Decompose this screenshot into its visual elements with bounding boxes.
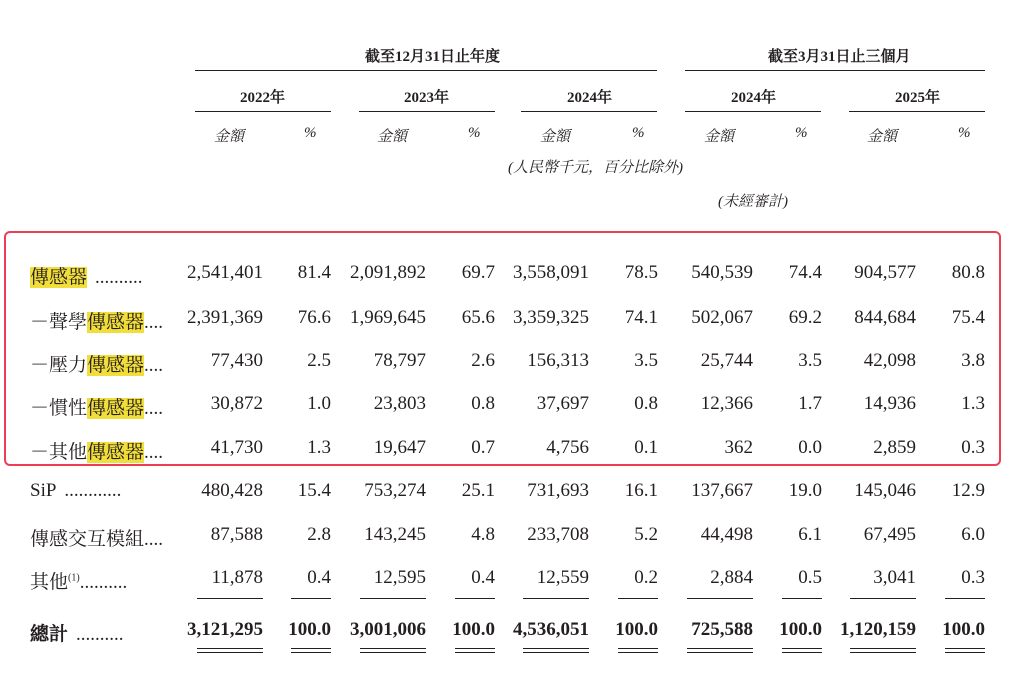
total-rule-2022-pct: [291, 648, 331, 653]
total-rule-2022-amount: [197, 648, 263, 653]
cell-r3-2023-amount: 23,803: [373, 393, 426, 414]
row-label-sip: SiP ............: [30, 480, 122, 501]
cell-r1-2024-amount: 3,359,325: [513, 307, 589, 328]
cell-r0-2024q1-amount: 540,539: [691, 262, 753, 283]
cell-r5-2024q1-pct: 19.0: [788, 480, 822, 501]
cell-r2-2024-pct: 3.5: [634, 350, 658, 371]
year-header-2025-q1: 2025年: [895, 90, 941, 106]
cell-r3-2023-pct: 0.8: [471, 393, 495, 414]
cell-r4-2023-pct: 0.7: [471, 437, 495, 458]
cell-r0-2023-amount: 2,091,892: [350, 262, 426, 283]
cell-r0-2024q1-pct: 74.4: [788, 262, 822, 283]
cell-r5-2025q1-pct: 12.9: [951, 480, 985, 501]
year-rule-2024: [521, 111, 657, 112]
cell-r0-2025q1-amount: 904,577: [854, 262, 916, 283]
year-header-2024-q1: 2024年: [731, 90, 777, 106]
subtotal-rule-2024-amount: [523, 598, 589, 599]
year-rule-2024-q1: [685, 111, 821, 112]
cell-r6-2024q1-pct: 6.1: [798, 524, 822, 545]
header-group-three-months: 截至3月31日止三個月: [768, 49, 911, 65]
cell-r3-2025q1-amount: 14,936: [863, 393, 916, 414]
cell-r2-2023-amount: 78,797: [373, 350, 426, 371]
cell-r7-2024-pct: 0.2: [634, 567, 658, 588]
cell-r0-2024-amount: 3,558,091: [513, 262, 589, 283]
cell-r1-2023-amount: 1,969,645: [350, 307, 426, 328]
cell-r1-2024q1-pct: 69.2: [788, 307, 822, 328]
cell-r8-2025q1-amount: 1,120,159: [840, 619, 916, 640]
cell-r2-2023-pct: 2.6: [471, 350, 495, 371]
row-label-acoustic-sensors: －聲學傳感器....: [30, 312, 164, 333]
cell-r7-2024q1-amount: 2,884: [710, 567, 753, 588]
amount-header-2024-q1: 金額: [704, 129, 735, 145]
cell-r8-2023-amount: 3,001,006: [350, 619, 426, 640]
total-rule-2024q1-amount: [687, 648, 753, 653]
cell-r3-2024q1-amount: 12,366: [700, 393, 753, 414]
unaudited-note: (未經審計): [718, 194, 788, 210]
cell-r5-2022-amount: 480,428: [201, 480, 263, 501]
cell-r3-2024q1-pct: 1.7: [798, 393, 822, 414]
cell-r8-2025q1-pct: 100.0: [942, 619, 985, 640]
total-rule-2025q1-pct: [945, 648, 985, 653]
amount-header-2022: 金額: [214, 129, 245, 145]
cell-r7-2023-pct: 0.4: [471, 567, 495, 588]
pct-header-2024: %: [632, 125, 645, 141]
cell-r2-2024q1-pct: 3.5: [798, 350, 822, 371]
cell-r5-2023-amount: 753,274: [364, 480, 426, 501]
cell-r5-2024q1-amount: 137,667: [691, 480, 753, 501]
row-label-others: 其他$^{(1)}$..........: [30, 572, 128, 593]
cell-r6-2024-pct: 5.2: [634, 524, 658, 545]
cell-r8-2024q1-pct: 100.0: [779, 619, 822, 640]
cell-r2-2025q1-pct: 3.8: [961, 350, 985, 371]
cell-r4-2023-amount: 19,647: [373, 437, 426, 458]
cell-r4-2022-amount: 41,730: [210, 437, 263, 458]
cell-r6-2024q1-amount: 44,498: [700, 524, 753, 545]
cell-r1-2025q1-amount: 844,684: [854, 307, 916, 328]
cell-r0-2023-pct: 69.7: [461, 262, 495, 283]
cell-r4-2025q1-amount: 2,859: [873, 437, 916, 458]
amount-header-2024: 金額: [540, 129, 571, 145]
cell-r0-2022-pct: 81.4: [297, 262, 331, 283]
total-rule-2024-amount: [523, 648, 589, 653]
subtotal-rule-2025q1-amount: [850, 598, 916, 599]
sensor-highlight-box: [4, 231, 1001, 466]
amount-header-2023: 金額: [377, 129, 408, 145]
cell-r6-2024-amount: 233,708: [527, 524, 589, 545]
cell-r1-2024q1-amount: 502,067: [691, 307, 753, 328]
cell-r3-2022-amount: 30,872: [210, 393, 263, 414]
total-rule-2023-amount: [360, 648, 426, 653]
total-rule-2023-pct: [455, 648, 495, 653]
cell-r7-2024-amount: 12,559: [536, 567, 589, 588]
cell-r7-2024q1-pct: 0.5: [798, 567, 822, 588]
cell-r3-2024-pct: 0.8: [634, 393, 658, 414]
year-rule-2022: [195, 111, 331, 112]
row-label-pressure-sensors: －壓力傳感器....: [30, 355, 164, 376]
cell-r4-2024q1-pct: 0.0: [798, 437, 822, 458]
pct-header-2023: %: [468, 125, 481, 141]
subtotal-rule-2024q1-amount: [687, 598, 753, 599]
cell-r1-2022-amount: 2,391,369: [187, 307, 263, 328]
cell-r8-2024-pct: 100.0: [615, 619, 658, 640]
cell-r0-2022-amount: 2,541,401: [187, 262, 263, 283]
unit-note: (人民幣千元，百分比除外): [508, 160, 683, 176]
cell-r3-2022-pct: 1.0: [307, 393, 331, 414]
cell-r4-2024-pct: 0.1: [634, 437, 658, 458]
cell-r0-2024-pct: 78.5: [624, 262, 658, 283]
sensor-keyword-highlight: 傳感器: [87, 442, 145, 463]
cell-r2-2022-amount: 77,430: [210, 350, 263, 371]
cell-r5-2025q1-amount: 145,046: [854, 480, 916, 501]
subtotal-rule-2023-amount: [360, 598, 426, 599]
cell-r2-2024q1-amount: 25,744: [700, 350, 753, 371]
cell-r8-2022-pct: 100.0: [288, 619, 331, 640]
sensor-keyword-highlight: 傳感器: [87, 312, 145, 333]
cell-r4-2024-amount: 4,756: [546, 437, 589, 458]
header-group-rule-1: [195, 70, 657, 71]
total-rule-2024-pct: [618, 648, 658, 653]
header-group-rule-2: [685, 70, 985, 71]
cell-r5-2024-amount: 731,693: [527, 480, 589, 501]
header-group-year-ended: 截至12月31日止年度: [365, 49, 501, 65]
total-rule-2025q1-amount: [850, 648, 916, 653]
row-label-other-sensors: －其他傳感器....: [30, 442, 164, 463]
cell-r8-2024-amount: 4,536,051: [513, 619, 589, 640]
cell-r2-2025q1-amount: 42,098: [863, 350, 916, 371]
cell-r5-2022-pct: 15.4: [297, 480, 331, 501]
row-label-inertial-sensors: －慣性傳感器....: [30, 398, 164, 419]
subtotal-rule-2025q1-pct: [945, 598, 985, 599]
cell-r1-2024-pct: 74.1: [624, 307, 658, 328]
cell-r8-2022-amount: 3,121,295: [187, 619, 263, 640]
cell-r6-2023-amount: 143,245: [364, 524, 426, 545]
cell-r0-2025q1-pct: 80.8: [951, 262, 985, 283]
cell-r7-2022-amount: 11,878: [211, 567, 263, 588]
subtotal-rule-2024-pct: [618, 598, 658, 599]
footnote-marker: (1): [68, 572, 80, 584]
pct-header-2024-q1: %: [795, 125, 808, 141]
subtotal-rule-2022-pct: [291, 598, 331, 599]
cell-r6-2025q1-amount: 67,495: [863, 524, 916, 545]
subtotal-rule-2022-amount: [197, 598, 263, 599]
cell-r6-2025q1-pct: 6.0: [961, 524, 985, 545]
year-header-2022: 2022年: [240, 90, 286, 106]
amount-header-2025-q1: 金額: [867, 129, 898, 145]
cell-r1-2025q1-pct: 75.4: [951, 307, 985, 328]
row-label-sensor-interaction-modules: 傳感交互模組....: [30, 529, 164, 550]
year-header-2024: 2024年: [567, 90, 613, 106]
cell-r1-2022-pct: 76.6: [297, 307, 331, 328]
cell-r4-2022-pct: 1.3: [307, 437, 331, 458]
row-label-total: 總計 ..........: [30, 624, 124, 645]
cell-r1-2023-pct: 65.6: [461, 307, 495, 328]
cell-r5-2024-pct: 16.1: [624, 480, 658, 501]
pct-header-2025-q1: %: [958, 125, 971, 141]
subtotal-rule-2023-pct: [455, 598, 495, 599]
sensor-keyword-highlight: 傳感器: [87, 355, 145, 376]
sensor-keyword-highlight: 傳感器: [87, 398, 145, 419]
total-rule-2024q1-pct: [782, 648, 822, 653]
cell-r8-2024q1-amount: 725,588: [691, 619, 753, 640]
cell-r6-2022-pct: 2.8: [307, 524, 331, 545]
row-label-sensors: 傳感器 ..........: [30, 267, 143, 288]
subtotal-rule-2024q1-pct: [782, 598, 822, 599]
cell-r8-2023-pct: 100.0: [452, 619, 495, 640]
cell-r7-2022-pct: 0.4: [307, 567, 331, 588]
cell-r4-2025q1-pct: 0.3: [961, 437, 985, 458]
cell-r5-2023-pct: 25.1: [461, 480, 495, 501]
cell-r2-2022-pct: 2.5: [307, 350, 331, 371]
cell-r6-2023-pct: 4.8: [471, 524, 495, 545]
cell-r3-2024-amount: 37,697: [536, 393, 589, 414]
year-rule-2023: [359, 111, 495, 112]
cell-r7-2025q1-pct: 0.3: [961, 567, 985, 588]
pct-header-2022: %: [304, 125, 317, 141]
cell-r7-2025q1-amount: 3,041: [873, 567, 916, 588]
cell-r6-2022-amount: 87,588: [210, 524, 263, 545]
cell-r4-2024q1-amount: 362: [724, 437, 753, 458]
cell-r7-2023-amount: 12,595: [373, 567, 426, 588]
cell-r2-2024-amount: 156,313: [527, 350, 589, 371]
year-rule-2025-q1: [849, 111, 985, 112]
cell-r3-2025q1-pct: 1.3: [961, 393, 985, 414]
year-header-2023: 2023年: [404, 90, 450, 106]
